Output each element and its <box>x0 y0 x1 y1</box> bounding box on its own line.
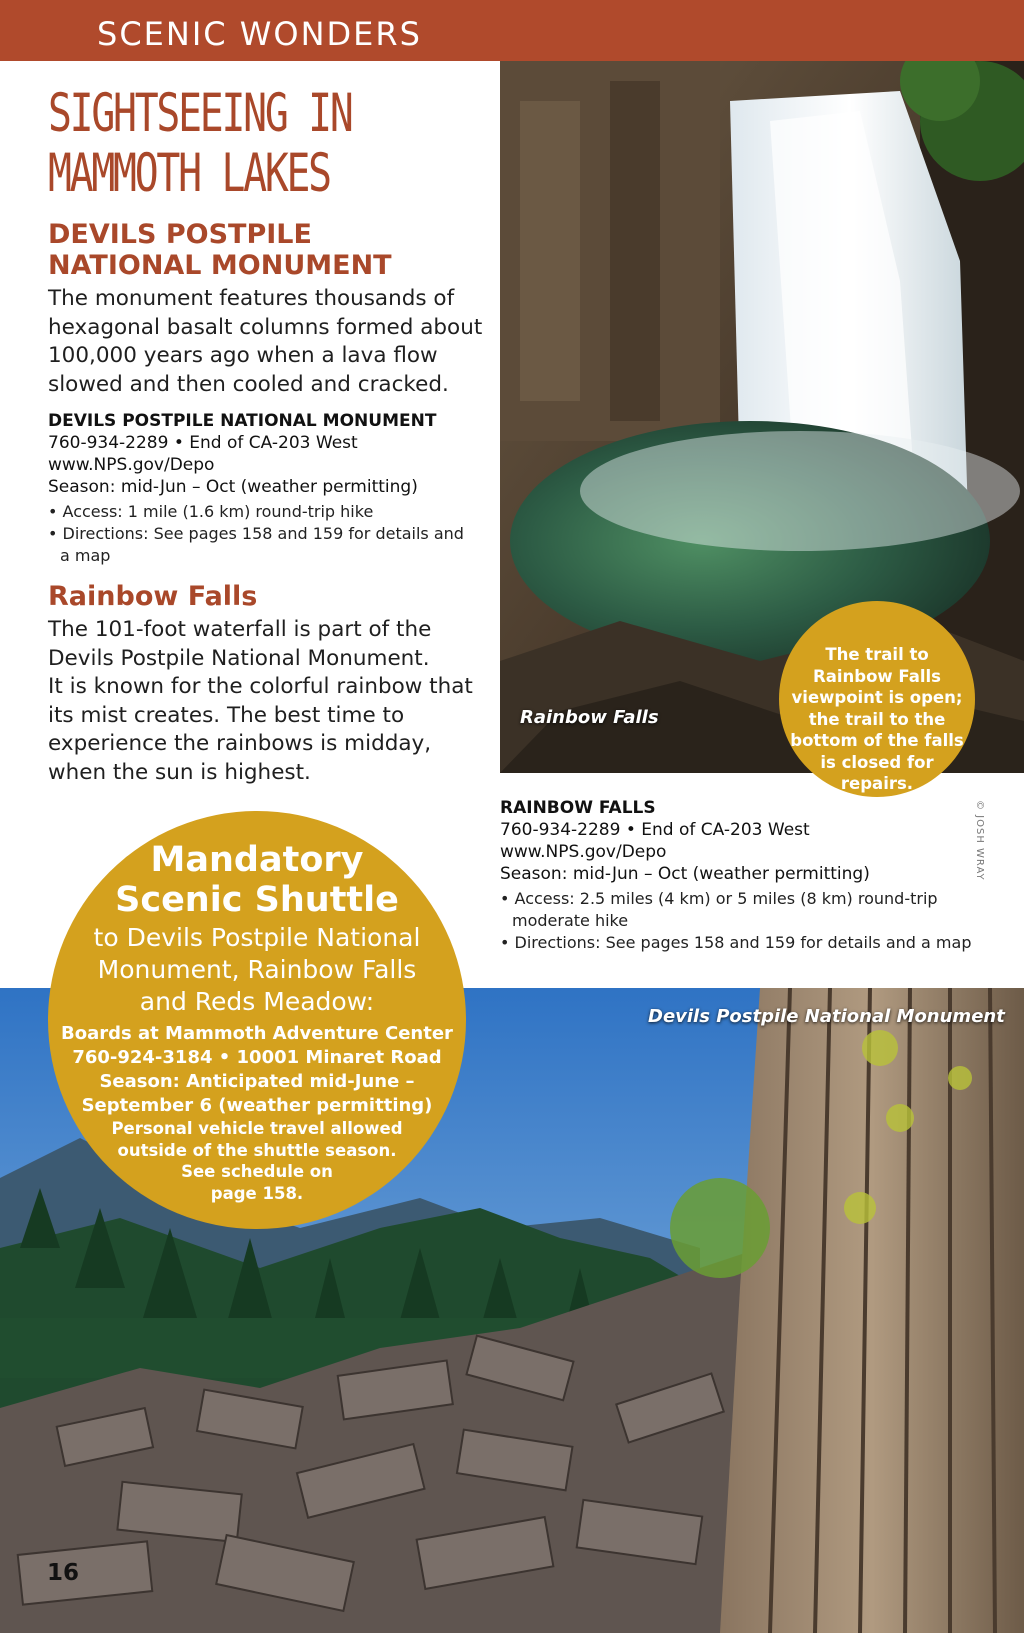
postpile-caption: Devils Postpile National Monument <box>648 1006 1005 1027</box>
shuttle-badge <box>48 811 466 1229</box>
note-line: See schedule on <box>181 1162 333 1181</box>
info-directions: • Directions: See pages 158 and 159 for details and a map <box>500 933 972 952</box>
info-name: RAINBOW FALLS <box>500 798 656 818</box>
badge-line: Rainbow Falls <box>813 666 941 686</box>
info-directions: • Directions: See pages 158 and 159 for details and a map <box>48 524 464 565</box>
devils-postpile-info <box>48 410 478 567</box>
photo-credit: © JOSH WRAY <box>974 800 985 881</box>
subtitle-line: to Devils Postpile National <box>93 923 421 952</box>
body-line: 100,000 years ago when a lava flow <box>48 343 438 368</box>
body-line: Devils Postpile National Monument. <box>48 645 430 671</box>
detail-line: 760-924-3184 • 10001 Minaret Road <box>72 1047 442 1068</box>
badge-line: repairs. <box>840 774 914 793</box>
rainbow-falls-description <box>48 616 473 787</box>
body-line: The 101-foot waterfall is part of the <box>48 617 432 642</box>
header-band <box>0 0 1024 61</box>
subtitle-line: Monument, Rainbow Falls <box>97 955 417 984</box>
shuttle-title-line1: Mandatory <box>150 840 364 880</box>
shuttle-title <box>48 840 466 920</box>
page-title <box>48 84 371 204</box>
badge-line: the trail to the <box>808 709 946 729</box>
body-line: It is known for the colorful rainbow that <box>48 674 473 699</box>
shuttle-title-line2: Scenic Shuttle <box>115 880 399 920</box>
page-number: 16 <box>47 1560 80 1586</box>
body-line: experience the rainbows is midday, <box>48 731 432 756</box>
badge-line: The trail to <box>825 645 929 664</box>
info-phone-address: 760-934-2289 • End of CA-203 West <box>500 820 810 840</box>
info-name: DEVILS POSTPILE NATIONAL MONUMENT <box>48 411 437 431</box>
badge-line: is closed for <box>820 752 934 772</box>
devils-postpile-description <box>48 285 482 399</box>
rainbow-falls-info <box>500 797 980 954</box>
body-line: when the sun is highest. <box>48 759 311 785</box>
page-title-line2: MAMMOTH LAKES <box>48 143 330 204</box>
body-line: slowed and then cooled and cracked. <box>48 371 449 397</box>
info-season: Season: mid-Jun – Oct (weather permitting) <box>48 477 418 497</box>
info-access: • Access: 1 mile (1.6 km) round-trip hike <box>48 502 374 521</box>
info-season: Season: mid-Jun – Oct (weather permitting) <box>500 864 870 884</box>
detail-line: September 6 (weather permitting) <box>81 1095 433 1116</box>
section-label: SCENIC WONDERS <box>97 15 422 53</box>
body-line: its mist creates. The best time to <box>48 702 405 728</box>
note-line: outside of the shuttle season. <box>117 1140 397 1160</box>
shuttle-details <box>48 1022 466 1118</box>
page-title-line1: SIGHTSEEING IN <box>48 83 352 144</box>
detail-line: Season: Anticipated mid-June – <box>99 1071 415 1092</box>
body-line: hexagonal basalt columns formed about <box>48 314 483 340</box>
subtitle-line: and Reds Meadow: <box>139 987 375 1016</box>
trail-status-badge <box>779 601 975 797</box>
note-line: Personal vehicle travel allowed <box>111 1119 403 1138</box>
info-website[interactable]: www.NPS.gov/Depo <box>500 842 667 862</box>
body-line: The monument features thousands of <box>48 286 455 311</box>
info-phone-address: 760-934-2289 • End of CA-203 West <box>48 433 358 453</box>
info-website[interactable]: www.NPS.gov/Depo <box>48 455 215 475</box>
detail-line: Boards at Mammoth Adventure Center <box>61 1023 453 1044</box>
badge-line: viewpoint is open; <box>791 688 963 707</box>
badge-line: bottom of the falls <box>790 731 964 750</box>
info-access: • Access: 2.5 miles (4 km) or 5 miles (8 km) round-trip moderate hike <box>500 889 938 930</box>
devils-postpile-heading <box>48 219 392 281</box>
rainbow-falls-heading: Rainbow Falls <box>48 581 258 612</box>
devils-postpile-heading-line1: DEVILS POSTPILE <box>48 219 312 250</box>
waterfall-caption: Rainbow Falls <box>520 707 659 728</box>
note-line: page 158. <box>210 1183 304 1203</box>
shuttle-subtitle <box>48 922 466 1018</box>
shuttle-note <box>48 1118 466 1204</box>
trail-status-text <box>779 601 975 795</box>
devils-postpile-heading-line2: NATIONAL MONUMENT <box>48 250 392 281</box>
